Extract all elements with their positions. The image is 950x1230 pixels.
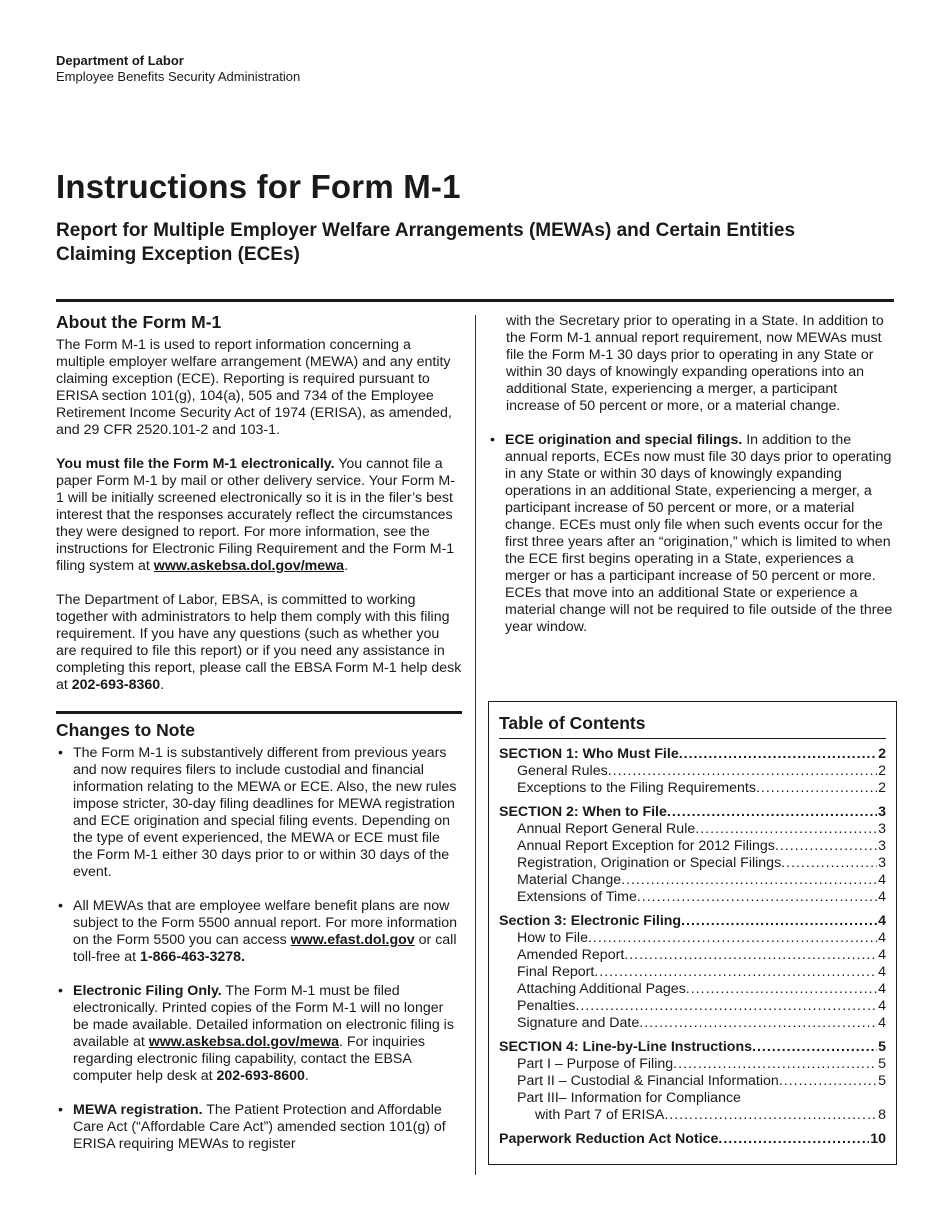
- toc-leader-dots: [752, 1039, 877, 1056]
- toc-entry-title: Part III– Information for Compliance: [517, 1090, 741, 1106]
- toc-leader-dots: [621, 872, 877, 889]
- toc-page-number: 2: [878, 763, 886, 779]
- askebsa-mewa-link-2[interactable]: www.askebsa.dol.gov/mewa: [148, 1034, 340, 1050]
- bullet-4-title: MEWA registration.: [73, 1102, 203, 1118]
- toc-group: [499, 804, 886, 906]
- toc-entry-title: SECTION 1: Who Must File: [499, 746, 679, 762]
- toc-leader-dots: [681, 913, 877, 930]
- efast-link[interactable]: www.efast.dol.gov: [290, 932, 415, 948]
- toc-entry[interactable]: [499, 780, 886, 797]
- askebsa-mewa-link[interactable]: www.askebsa.dol.gov/mewa: [153, 558, 345, 574]
- toc-entry[interactable]: [499, 1073, 886, 1090]
- changes-heading: Changes to Note: [56, 720, 196, 740]
- toc-entry-title: SECTION 2: When to File: [499, 804, 667, 820]
- right-column: [488, 313, 894, 653]
- list-item: [56, 898, 462, 966]
- toc-entry[interactable]: [499, 930, 886, 947]
- computer-help-phone: 202-693-8600: [216, 1068, 305, 1084]
- toc-entry-title: General Rules: [517, 763, 608, 779]
- toc-entry-title: Attaching Additional Pages: [517, 981, 686, 997]
- toc-page-number: 3: [878, 838, 886, 854]
- toc-page-number: 4: [878, 889, 886, 905]
- toc-group: [499, 1039, 886, 1124]
- toc-entry[interactable]: [499, 981, 886, 998]
- bullet-2-mid: or call toll-free at: [73, 932, 457, 965]
- toc-leader-dots: [756, 780, 877, 797]
- toc-leader-dots: [686, 981, 877, 998]
- toc-entry[interactable]: [499, 1015, 886, 1032]
- toc-page-number: 5: [878, 1039, 886, 1055]
- toc-group: [499, 913, 886, 1032]
- toc-page-number: 4: [878, 1015, 886, 1031]
- bullet-1-text: The Form M-1 is substantively different from previous years and now requires filers to include custodial and financial information relating to the MEWA or ECE. Also, the new rules impose stricter, 30-day filing deadlines for MEWA registration and ECE origination and special filing events. Depending on the type of event experienced, the MEWA or ECE must file the Form M-1 either 30 days prior to or within 30 days of the event.: [73, 745, 457, 880]
- toc-page-number: 3: [878, 855, 886, 871]
- toc-entry-title: How to File: [517, 930, 588, 946]
- toc-entry-title: Final Report: [517, 964, 595, 980]
- toc-leader-dots: [588, 930, 877, 947]
- toc-entry-title: Signature and Date: [517, 1015, 640, 1031]
- about-paragraph-3-text: The Department of Labor, EBSA, is committed to working together with administrators to help them comply with this filing requirement. If you have any questions (such as whether you are required to file this report) or if you need any assistance in completing this report, please call the EBSA Form M-1 help desk at: [56, 592, 462, 693]
- toc-entry[interactable]: [499, 1107, 886, 1124]
- toc-entry-title: Penalties: [517, 998, 576, 1014]
- toc-group: [499, 746, 886, 797]
- bullet-3-text: The Form M-1 must be filed electronically. Printed copies of the Form M-1 will no longer be made available. Detailed information on electronic filing is available at: [73, 983, 454, 1050]
- bullet-3-mid: . For inquiries regarding electronic filing capability, contact the EBSA computer help desk at: [73, 1034, 425, 1084]
- toc-leader-dots: [594, 964, 877, 981]
- toc-page-number: 5: [878, 1056, 886, 1072]
- list-item: [56, 745, 462, 881]
- toc-entry-title: Part I – Purpose of Filing: [517, 1056, 674, 1072]
- toc-entry-title: Material Change: [517, 872, 622, 888]
- about-heading: About the Form M-1: [56, 312, 222, 332]
- list-item: [56, 983, 462, 1085]
- toc-entry[interactable]: [499, 746, 886, 763]
- toc-page-number: 3: [878, 821, 886, 837]
- toc-leader-dots: [781, 855, 877, 872]
- table-of-contents: [488, 701, 897, 1165]
- electronic-notice: You must file the Form M-1 electronically.: [56, 456, 335, 472]
- toc-leader-dots: [667, 804, 877, 821]
- toc-page-number: 4: [878, 964, 886, 980]
- toc-page-number: 8: [878, 1107, 886, 1123]
- toc-page-number: 5: [878, 1073, 886, 1089]
- toll-free-phone: 1-866-463-3278.: [140, 949, 245, 965]
- list-item: [56, 1102, 462, 1153]
- bullet-4-text: The Patient Protection and Affordable Care Act (“Affordable Care Act”) amended section 101(g) of ERISA requiring MEWAs to register: [73, 1102, 446, 1152]
- changes-list-continued: [488, 432, 894, 636]
- toc-entry-title: Annual Report Exception for 2012 Filings: [517, 838, 775, 854]
- help-desk-phone: 202-693-8360: [71, 677, 161, 693]
- toc-page-number: 4: [878, 872, 886, 888]
- toc-body: [499, 746, 886, 1148]
- toc-entry-title: Exceptions to the Filing Requirements: [517, 780, 756, 796]
- toc-entry-title: Extensions of Time: [517, 889, 637, 905]
- toc-page-number: 3: [878, 804, 886, 820]
- about-paragraph-3: [56, 592, 462, 694]
- toc-entry-title: Annual Report General Rule: [517, 821, 696, 837]
- toc-entry[interactable]: [499, 1131, 886, 1148]
- header-divider: [56, 299, 894, 302]
- toc-page-number: 10: [870, 1131, 886, 1147]
- toc-leader-dots: [718, 1131, 869, 1148]
- toc-entry[interactable]: [499, 889, 886, 906]
- toc-page-number: 4: [878, 998, 886, 1014]
- toc-group: [499, 1131, 886, 1148]
- toc-entry[interactable]: [499, 821, 886, 838]
- toc-entry[interactable]: [499, 998, 886, 1015]
- toc-entry-title: SECTION 4: Line-by-Line Instructions: [499, 1039, 753, 1055]
- toc-leader-dots: [673, 1056, 877, 1073]
- toc-entry-title: Part II – Custodial & Financial Information: [517, 1073, 779, 1089]
- toc-leader-dots: [608, 763, 877, 780]
- about-paragraph-2: [56, 456, 462, 575]
- toc-leader-dots: [639, 1015, 877, 1032]
- bullet-5-text: In addition to the annual reports, ECEs now must file 30 days prior to operating in any State or within 30 days of knowingly expanding operations in an additional State, experiencing a merger, a participant increase of 50 percent or more, or a material change. ECEs must only file when such events occur for the first three years after an “origination,” which is limited to when the ECE first begins operating in a State, experiences a merger or has a participant increase of 50 percent or more. ECEs that move into an additional State or experience a material change will not be required to file outside of the three year window.: [505, 432, 893, 635]
- toc-entry[interactable]: [499, 913, 886, 930]
- toc-entry[interactable]: [499, 1039, 886, 1056]
- changes-list: [56, 745, 462, 1153]
- toc-leader-dots: [575, 998, 877, 1015]
- toc-entry-title: Section 3: Electronic Filing: [499, 913, 682, 929]
- bullet-2-text: All MEWAs that are employee welfare benefit plans are now subject to the Form 5500 annual report. For more information on the Form 5500 you can access: [73, 898, 458, 948]
- toc-page-number: 4: [878, 930, 886, 946]
- toc-entry[interactable]: [499, 804, 886, 821]
- toc-leader-dots: [695, 821, 877, 838]
- toc-page-number: 4: [878, 913, 886, 929]
- toc-entry[interactable]: [499, 855, 886, 872]
- toc-leader-dots: [664, 1107, 877, 1124]
- toc-page-number: 4: [878, 947, 886, 963]
- page-title: Instructions for Form M-1: [56, 168, 461, 205]
- about-paragraph-3-end: .: [160, 677, 165, 693]
- about-paragraph-2-end: .: [344, 558, 349, 574]
- toc-entry-title: Amended Report: [517, 947, 625, 963]
- left-column: [56, 311, 462, 1170]
- bullet-5-title: ECE origination and special filings.: [505, 432, 743, 448]
- document-header: [56, 53, 300, 85]
- toc-entry[interactable]: [499, 838, 886, 855]
- toc-page-number: 2: [878, 746, 886, 762]
- toc-entry-title: with Part 7 of ERISA: [535, 1107, 665, 1123]
- toc-heading: Table of Contents: [499, 712, 886, 739]
- department-name: Department of Labor: [56, 53, 184, 68]
- about-paragraph-2-text: You cannot file a paper Form M-1 by mail or other delivery service. Your Form M-1 will be initially screened electronically so it is in the filer’s best interest that the responses accurately reflect the circumstances they were designed to report. For more information, see the instructions for Electronic Filing Requirement and the Form M-1 filing system at: [56, 456, 455, 574]
- section-divider: [56, 711, 462, 714]
- toc-entry[interactable]: [499, 872, 886, 889]
- bullet-3-title: Electronic Filing Only.: [73, 983, 222, 999]
- toc-leader-dots: [624, 947, 877, 964]
- toc-entry-title: Registration, Origination or Special Filings: [517, 855, 782, 871]
- toc-entry[interactable]: [499, 1056, 886, 1073]
- toc-leader-dots: [775, 838, 877, 855]
- toc-page-number: 2: [878, 780, 886, 796]
- toc-entry[interactable]: [499, 763, 886, 780]
- toc-leader-dots: [679, 746, 877, 763]
- toc-entry-title: Paperwork Reduction Act Notice: [499, 1131, 719, 1147]
- about-paragraph-1: The Form M-1 is used to report information concerning a multiple employer welfare arrangement (MEWA) and any entity claiming exception (ECE). Reporting is required pursuant to ERISA section 101(g), 104(a), 505 and 734 of the Employee Retirement Income Security Act of 1974 (ERISA), as amended, and 29 CFR 2520.101-2 and 103-1.: [56, 337, 452, 438]
- toc-leader-dots: [779, 1073, 877, 1090]
- toc-entry[interactable]: [499, 1090, 886, 1107]
- agency-name: Employee Benefits Security Administration: [56, 69, 301, 84]
- toc-page-number: 4: [878, 981, 886, 997]
- page-subtitle: Report for Multiple Employer Welfare Arrangements (MEWAs) and Certain Entities Claiming Exception (ECEs): [56, 220, 796, 265]
- bullet-3-end: .: [304, 1068, 309, 1084]
- toc-entry[interactable]: [499, 964, 886, 981]
- toc-leader-dots: [637, 889, 877, 906]
- bullet-4-continued: with the Secretary prior to operating in a State. In addition to the Form M-1 annual report requirement, now MEWAs must file the Form M-1 30 days prior to operating in any State or within 30 days of knowingly expanding operations into an additional State, experiencing a merger, a participant increase of 50 percent or more, or a material change.: [506, 313, 884, 414]
- toc-entry[interactable]: [499, 947, 886, 964]
- list-item: [488, 432, 894, 636]
- column-divider: [475, 315, 476, 1175]
